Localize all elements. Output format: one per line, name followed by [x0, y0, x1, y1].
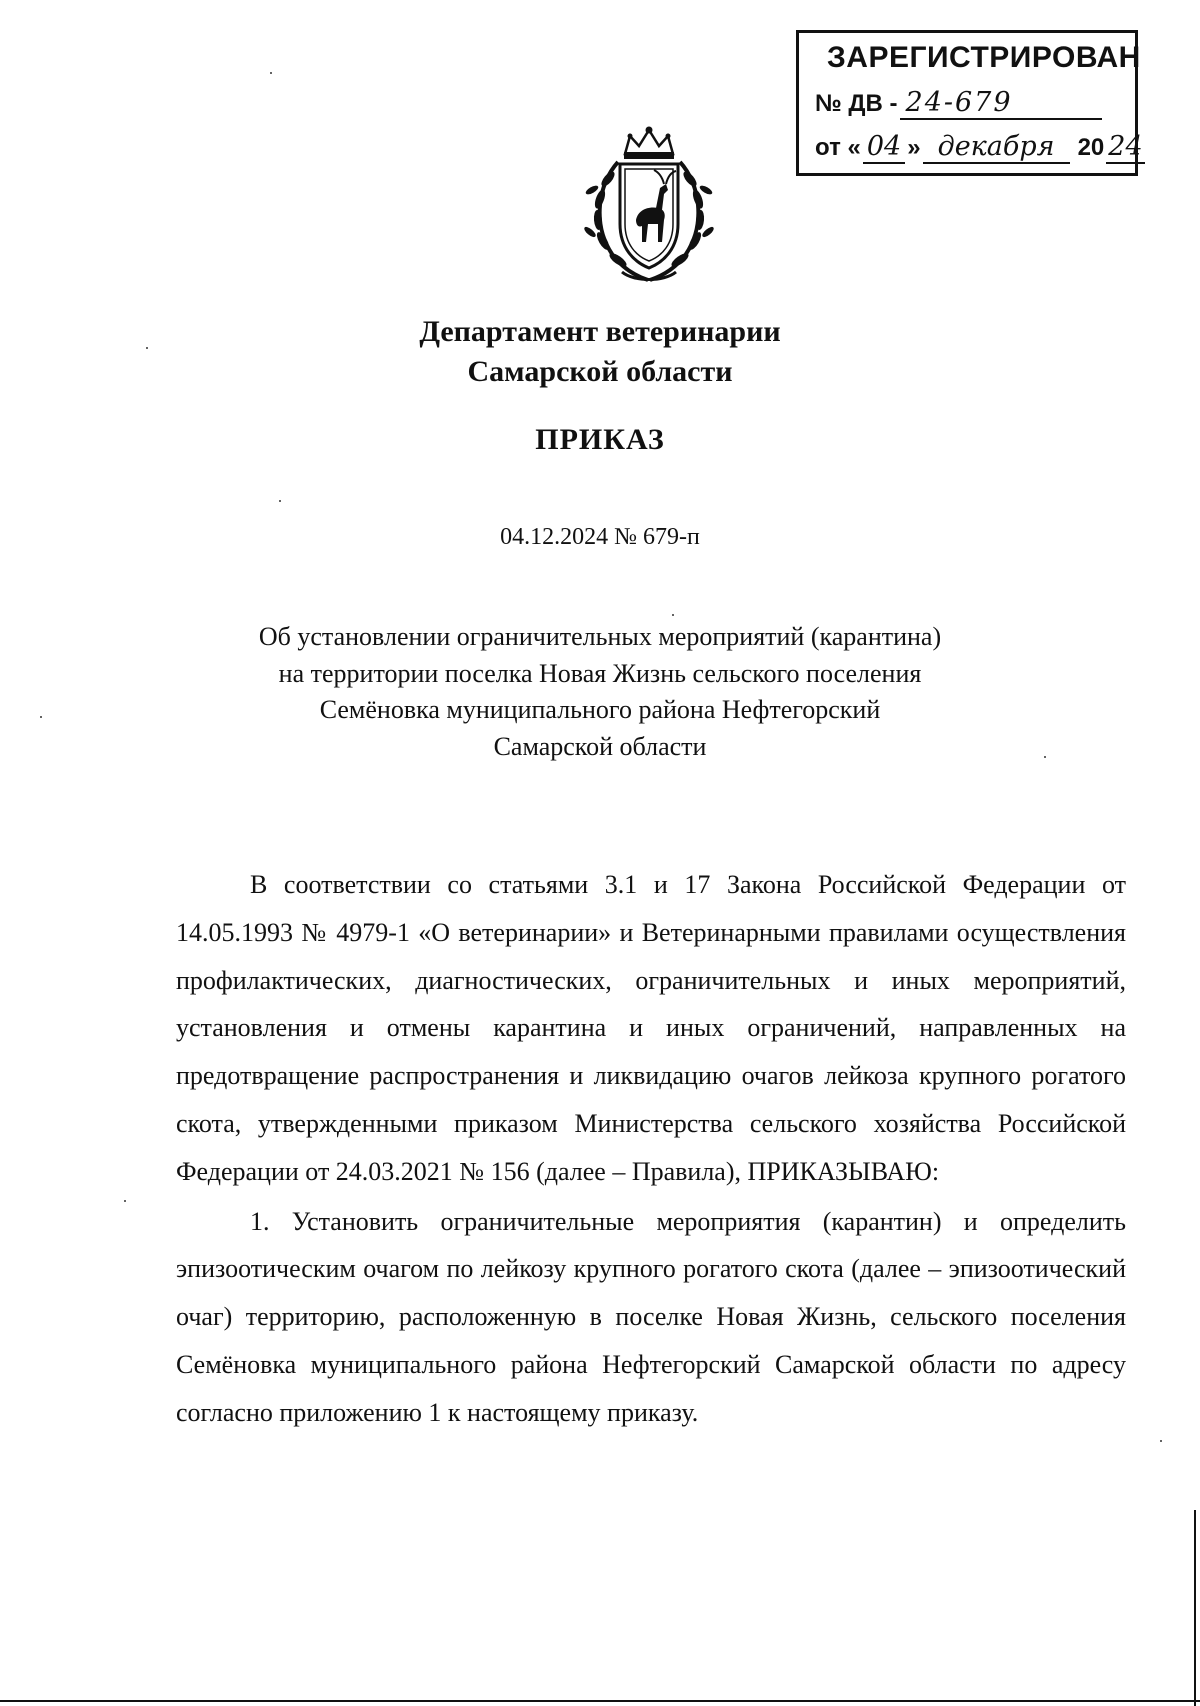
scan-edge-mark — [0, 1700, 1200, 1702]
scan-speck — [40, 716, 42, 718]
stamp-title: ЗАРЕГИСТРИРОВАН — [827, 41, 1141, 74]
scan-edge-mark — [1194, 1510, 1196, 1706]
scan-speck — [146, 347, 148, 349]
stamp-date-quote: » — [907, 134, 921, 161]
subject-line: Семёновка муниципального района Нефтегорский — [319, 695, 881, 724]
stamp-date-year-prefix: 20 — [1077, 134, 1105, 161]
document-type: ПРИКАЗ — [535, 423, 665, 456]
scan-speck — [124, 1200, 126, 1202]
scan-speck — [270, 72, 272, 74]
scan-speck — [1160, 1440, 1162, 1442]
organization-name-line1: Департамент ветеринарии — [419, 315, 781, 348]
stamp-date-day: 04 — [863, 131, 905, 164]
stamp-number-prefix: № ДВ - — [815, 90, 898, 117]
stamp-number-line — [815, 87, 1104, 120]
preamble-paragraph: В соответствии со статьями 3.1 и 17 Закона Российской Федерации от 14.05.1993 № 4979-1 «О ветеринарии» и Ветеринарными правилами осуществления профилактических, диагностических, ограничительных и иных мероприятий, установления и отмены карантина и иных ограничений, направленных на предотвращение распространения и ликвидацию очагов лейкоза крупного рогатого скота, утвержденными приказом Министерства сельского хозяйства Российской Федерации от 24.03.2021 № 156 (далее – Правила), ПРИКАЗЫВАЮ: — [176, 870, 1126, 1186]
coat-of-arms-icon — [578, 124, 720, 284]
stamp-date-prefix: от « — [815, 134, 861, 161]
subject-line: Самарской области — [493, 731, 707, 761]
document-body — [176, 861, 1126, 1437]
organization-name-line2: Самарской области — [467, 355, 733, 388]
order-item-1: 1. Установить ограничительные мероприятия (карантин) и определить эпизоотическим очагом по лейкозу крупного рогатого скота (далее – эпизоотический очаг) территорию, расположенную в поселке Новая Жизнь, сельского поселения Семёновка муниципального района Нефтегорский Самарской области по адресу согласно приложению 1 к настоящему приказу. — [176, 1206, 1126, 1427]
stamp-date-year: 24 — [1108, 131, 1143, 162]
scan-speck — [279, 500, 281, 502]
document-subject — [0, 619, 1200, 765]
stamp-date-line — [815, 131, 1147, 164]
scan-speck — [672, 614, 674, 616]
stamp-number-handwritten: 24-679 — [900, 87, 1102, 120]
scan-speck — [1044, 756, 1046, 758]
registration-stamp — [796, 30, 1143, 176]
document-date-number: 04.12.2024 № 679-п — [500, 524, 700, 550]
subject-line: на территории поселка Новая Жизнь сельского поселения — [278, 658, 922, 688]
stamp-date-month: декабря — [923, 131, 1070, 164]
subject-line: Об установлении ограничительных мероприятий (карантина) — [258, 622, 942, 651]
